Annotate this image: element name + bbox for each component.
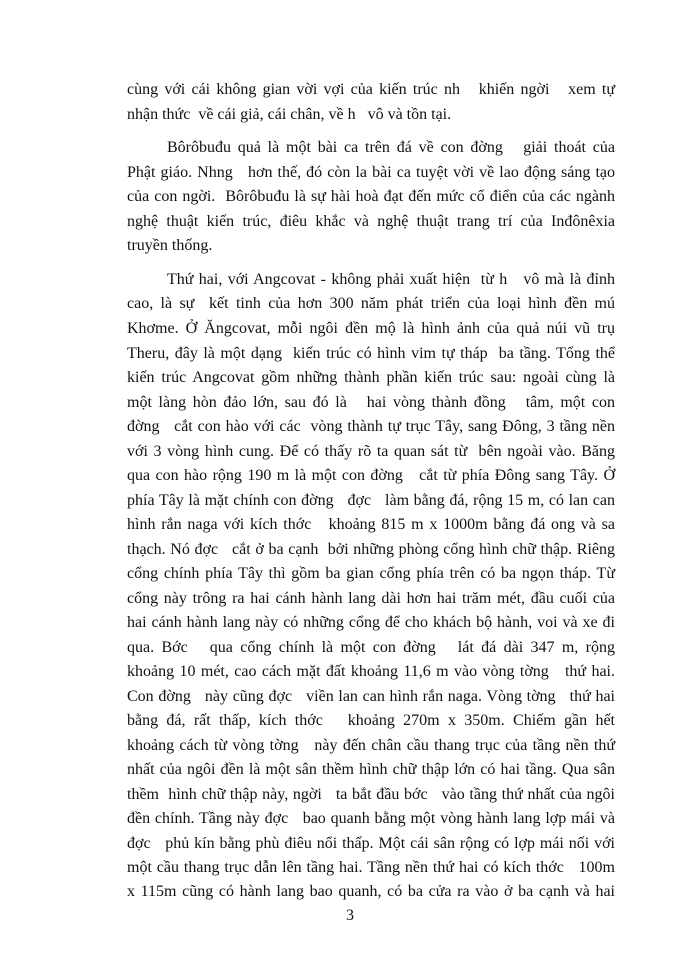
text-line: Thứ hai, với Angcovat - không phải xuất hiện từ h vô mà là đỉnh (167, 271, 615, 288)
text-line: đờng cắt con hào với các vòng thành tự trục Tây, sang Đông, 3 tầng nền (127, 418, 615, 435)
text-line: hình rắn naga với kích thớc khoảng 815 m x 1000m bằng đá ong và sa (127, 516, 615, 533)
text-line: một cầu thang trục dẫn lên tầng hai. Tầng nền thứ hai có kích thớc 100m (127, 859, 615, 876)
text-line: cổng này trông ra hai cánh hành lang dài hơn hai trăm mét, đầu cuối của (127, 590, 615, 607)
text-line: của con ngời. Bôrôbuđu là sự hài hoà đạt đến mức cổ điển của các ngành (127, 188, 615, 205)
text-line: một làng hòn đảo lớn, sau đó là hai vòng thành đồng tâm, một con (127, 394, 615, 411)
page-number: 3 (346, 907, 354, 924)
text-line: với 3 vòng hình cung. Để có thấy rõ ta quan sát từ bên ngoài vào. Băng (127, 443, 615, 460)
text-line: phía Tây là mặt chính con đờng đợc làm bằng đá, rộng 15 m, có lan can (127, 492, 615, 509)
text-line: Con đờng này cũng đợc viền lan can hình rắn naga. Vòng tờng thứ hai (127, 688, 615, 705)
text-line: kiến trúc Angcovat gồm những thành phần kiến trúc sau: ngoài cùng là (127, 369, 615, 386)
text-line: truyền thống. (127, 237, 213, 254)
text-line: khoảng cách từ vòng tờng này đến chân cầu thang trục của tầng nền thứ (127, 737, 615, 754)
text-line: qua con hào rộng 190 m là một con đờng cắt từ phía Đông sang Tây. Ở (127, 467, 615, 484)
text-line: qua. Bớc qua cổng chính là một con đờng lát đá dài 347 m, rộng (127, 639, 615, 656)
text-line: thạch. Nó đợc cắt ở ba cạnh bởi những phòng cổng hình chữ thập. Riêng (127, 541, 615, 558)
text-line: bằng đá, rất thấp, kích thớc khoảng 270m x 350m. Chiếm gần hết (127, 712, 615, 729)
text-line: cổng chính phía Tây thì gồm ba gian cổng phía trên có ba ngọn tháp. Từ (127, 565, 615, 582)
text-line: khoảng 10 mét, cao cách mặt đất khoảng 11,6 m vào vòng tờng thứ hai. (127, 663, 615, 680)
text-line: Khơme. Ở Ăngcovat, mỗi ngôi đền mộ là hình ảnh của quả núi vũ trụ (127, 320, 615, 337)
text-line: Theru, đây là một dạng kiến trúc có hình vim tự tháp ba tầng. Tổng thể (127, 345, 615, 362)
text-line: cùng với cái không gian vời vợi của kiến trúc nh khiến ngời xem tự (127, 81, 615, 98)
text-line: cao, là sự kết tinh của hơn 300 năm phát triển của loại hình đền mú (127, 295, 615, 312)
text-line: Phật giáo. Nhng hơn thế, đó còn la bài ca tuyệt vời về lao động sáng tạo (127, 164, 615, 181)
text-line: Bôrôbuđu quả là một bài ca trên đá về con đờng giải thoát của (167, 139, 615, 156)
text-line: hai cánh hành lang này có những cổng để cho khách bộ hành, voi và xe đi (127, 614, 615, 631)
text-line: x 115m cũng có hành lang bao quanh, có ba cửa ra vào ở ba cạnh và hai (127, 883, 615, 900)
text-line: nhận thức về cái giả, cái chân, về h vô và tồn tại. (127, 106, 452, 123)
text-line: thềm hình chữ thập này, ngời ta bắt đầu bớc vào tầng thứ nhất của ngôi (127, 786, 615, 803)
text-line: đợc phủ kín bằng phù điêu nổi thấp. Một cái sân rộng có lợp mái nối với (127, 835, 615, 852)
text-line: nghệ thuật kiến trúc, điêu khắc và nghệ thuật trang trí của Inđônêxia (127, 213, 615, 230)
text-line: đền chính. Tầng này đợc bao quanh bằng một vòng hành lang lợp mái và (127, 810, 615, 827)
text-line: nhất của ngôi đền là một sân thềm hình chữ thập lớn có hai tầng. Qua sân (127, 761, 615, 778)
